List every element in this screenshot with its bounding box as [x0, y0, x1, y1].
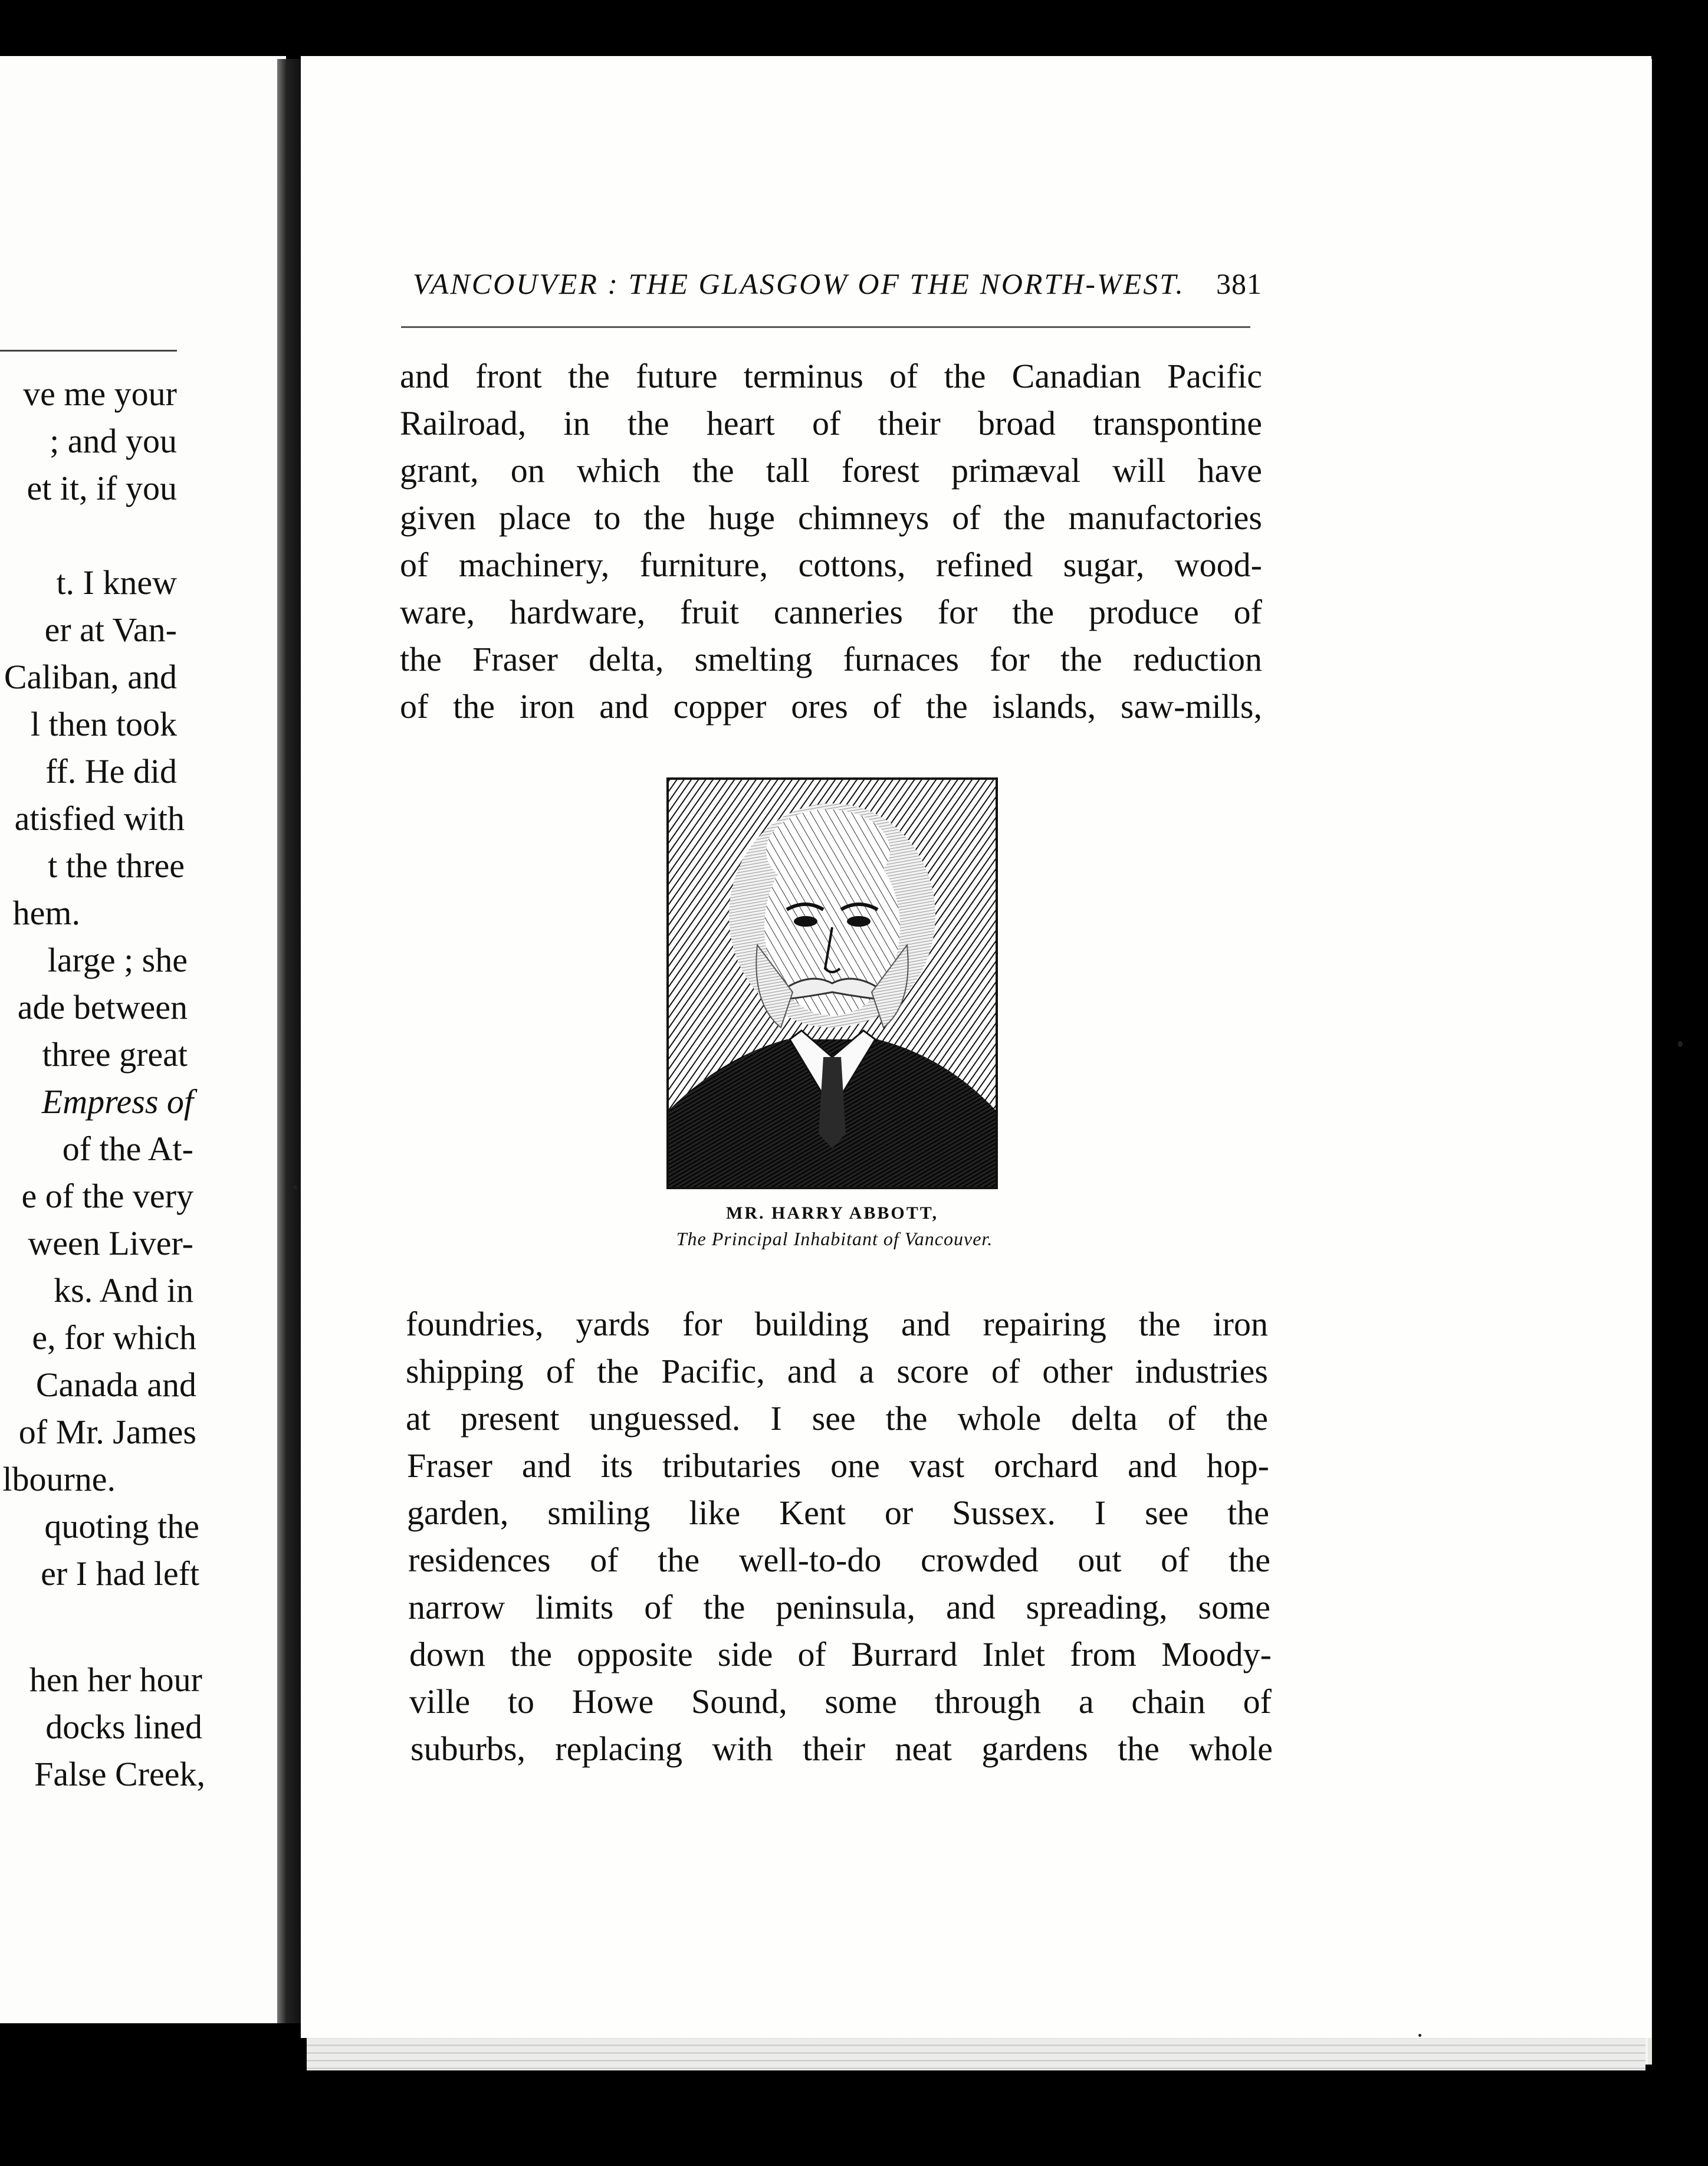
left-line: ff. He did: [45, 752, 177, 790]
left-line: t. I knew: [56, 563, 177, 602]
text-line: down the opposite side of Burrard Inlet from Moody-: [409, 1635, 1272, 1673]
page-number: 381: [1216, 267, 1262, 300]
left-line: Caliban, and: [4, 658, 177, 696]
left-line: Empress of: [41, 1082, 193, 1121]
text-line: given place to the huge chimneys of the manufactories: [400, 498, 1262, 537]
book-gutter: [277, 59, 301, 2023]
text-line: narrow limits of the peninsula, and spreading, some: [408, 1588, 1270, 1626]
figure-caption-title: MR. HARRY ABBOTT,: [726, 1203, 938, 1223]
left-line: l then took: [30, 705, 177, 743]
text-line: garden, smiling like Kent or Sussex. I see the: [407, 1494, 1269, 1532]
left-line: ve me your: [23, 375, 177, 413]
portrait-illustration: [669, 780, 996, 1187]
left-line: hem.: [12, 894, 80, 932]
left-line: et it, if you: [27, 469, 177, 507]
left-line: e, for which: [32, 1318, 196, 1357]
left-line: atisfied with: [14, 799, 185, 838]
text-line: ville to Howe Sound, some through a chain of: [409, 1682, 1272, 1721]
left-line: er at Van-: [44, 611, 177, 649]
scan-speck: [294, 1186, 297, 1189]
left-line: docks lined: [45, 1708, 202, 1746]
left-line: False Creek,: [34, 1755, 205, 1793]
text-line: grant, on which the tall forest primæval will have: [400, 451, 1262, 490]
left-line: of the At-: [62, 1130, 193, 1168]
left-line: ; and you: [50, 422, 177, 460]
text-line: foundries, yards for building and repairing the iron: [406, 1305, 1268, 1343]
left-line: of Mr. James: [18, 1413, 196, 1451]
left-line: hen her hour: [29, 1660, 202, 1699]
left-line: quoting the: [44, 1507, 199, 1545]
left-line: ks. And in: [54, 1271, 193, 1310]
running-head-title: VANCOUVER : THE GLASGOW OF THE NORTH-WEST.: [413, 267, 1185, 300]
text-line: at present unguessed. I see the whole delta of the: [406, 1399, 1268, 1438]
left-line: Canada and: [35, 1366, 196, 1404]
scan-speck: [1678, 1041, 1683, 1047]
text-line: shipping of the Pacific, and a score of other industries: [406, 1352, 1268, 1390]
left-line: er I had left: [41, 1554, 199, 1593]
left-line: t the three: [48, 846, 185, 885]
left-line: three great: [42, 1035, 188, 1074]
portrait-engraving: [666, 777, 998, 1189]
text-line: of machinery, furniture, cottons, refined sugar, wood-: [400, 546, 1262, 584]
left-line: lbourne.: [2, 1460, 116, 1498]
figure-caption-subtitle: The Principal Inhabitant of Vancouver.: [676, 1228, 993, 1249]
left-line: ade between: [17, 988, 188, 1026]
text-line: ware, hardware, fruit canneries for the produce of: [400, 593, 1262, 631]
running-head: [413, 267, 1268, 301]
text-line: the Fraser delta, smelting furnaces for the reduction: [400, 640, 1262, 678]
text-line: suburbs, replacing with their neat gardens the whole: [410, 1729, 1273, 1768]
text-line: Railroad, in the heart of their broad transpontine: [400, 404, 1262, 442]
text-line: and front the future terminus of the Canadian Pacific: [400, 357, 1262, 395]
left-line: e of the very: [21, 1177, 193, 1215]
text-line: Fraser and its tributaries one vast orchard and hop-: [407, 1446, 1269, 1485]
scan-speck: [1418, 2034, 1421, 2037]
left-page-rule: [0, 350, 177, 352]
text-line: residences of the well-to-do crowded out of the: [408, 1541, 1270, 1579]
text-line: of the iron and copper ores of the islands, saw-mills,: [400, 687, 1262, 726]
left-line: large ; she: [47, 941, 188, 979]
running-head-rule: [401, 326, 1250, 328]
left-line: ween Liver-: [28, 1224, 193, 1262]
